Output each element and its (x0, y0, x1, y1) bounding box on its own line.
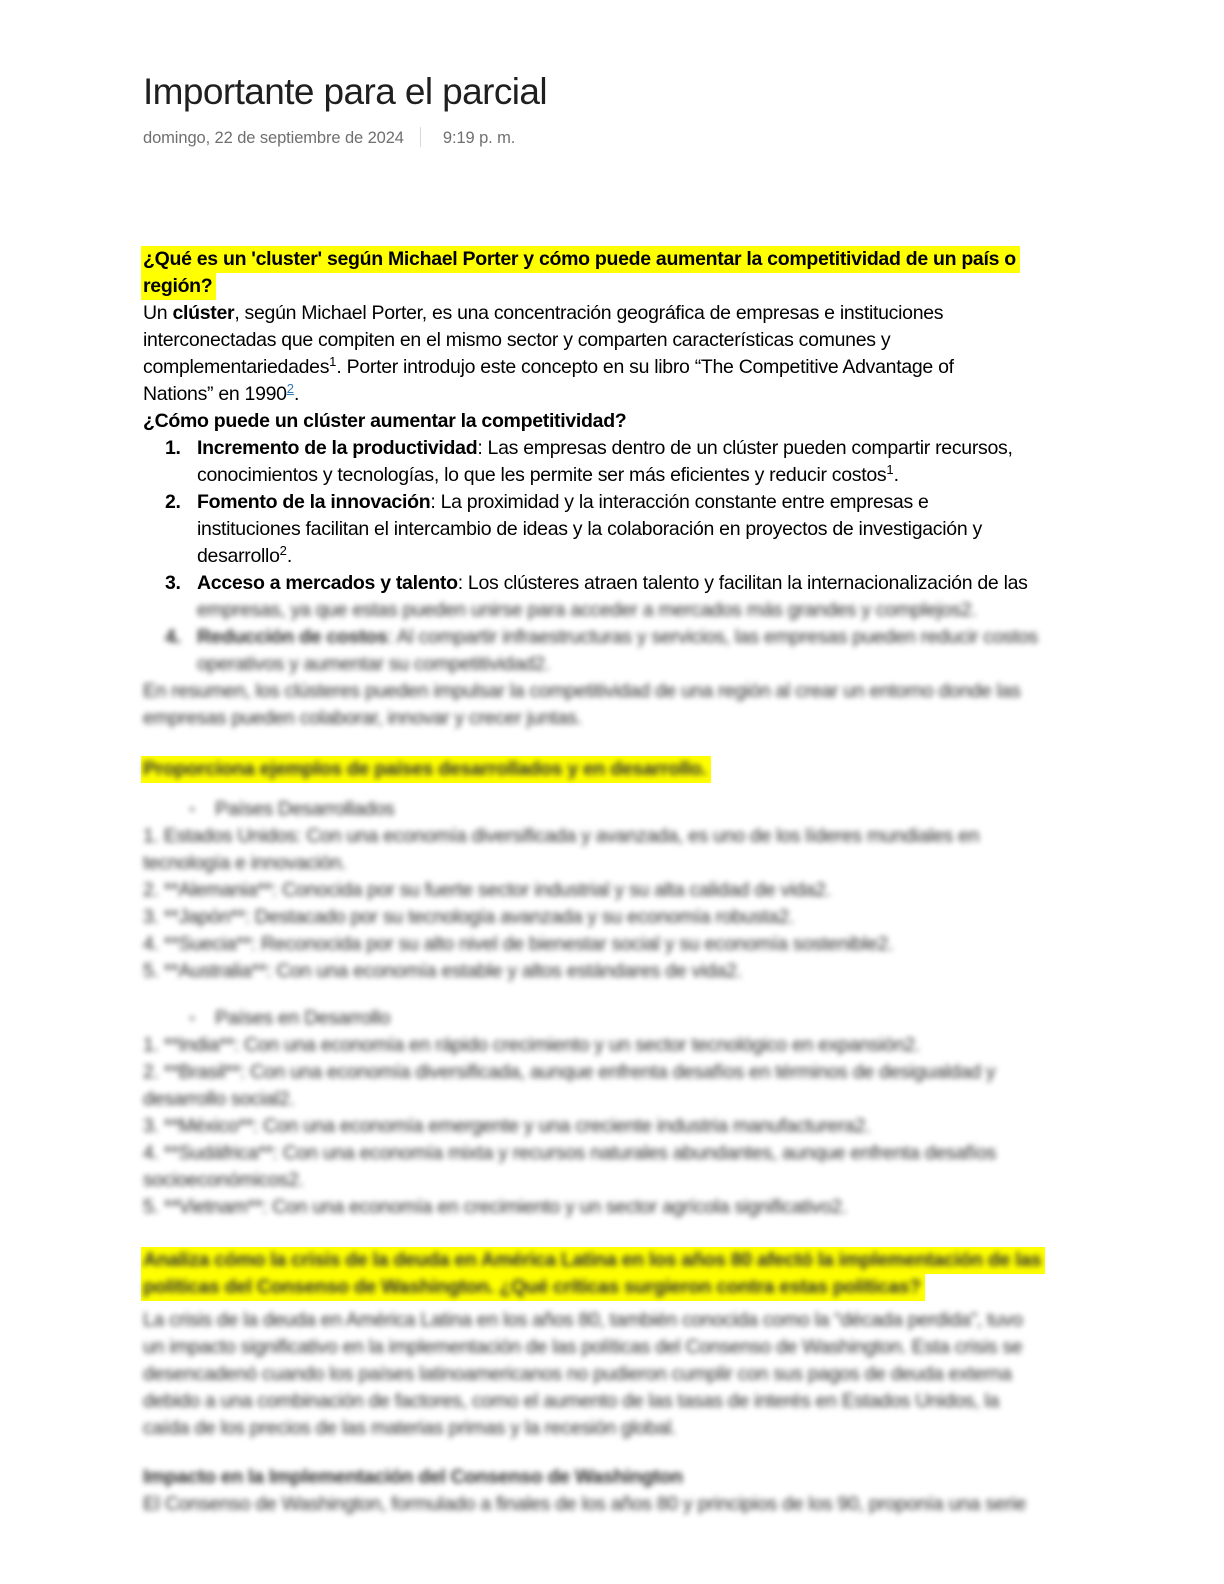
numbered-list-item (143, 489, 1108, 570)
highlight-span (141, 756, 711, 783)
body-line (143, 300, 1108, 327)
body-line (197, 543, 982, 570)
bullet-list-item (190, 796, 1108, 823)
date-time-divider (420, 127, 421, 147)
blurred-bullet-label: Países en Desarrollo (215, 1007, 391, 1029)
bullet-icon: ▪ (190, 802, 194, 816)
highlighted-question-line (143, 1247, 1108, 1274)
list-item-content (197, 624, 1038, 678)
blurred-body-line: operativos y aumentar su competitividad2. (197, 653, 550, 675)
bold-text: Fomento de la innovación (197, 491, 431, 513)
body-line (197, 435, 1013, 462)
body-text: . Porter introdujo este concepto en su libro “The Competitive Advantage of (336, 356, 954, 378)
numbered-list-item (143, 435, 1108, 489)
blurred-body-line: 4. **Suecia**: Reconocida por su alto nivel de bienestar social y su economía sostenible2. (143, 933, 894, 955)
page-date-line (143, 127, 515, 149)
bold-text: Acceso a mercados y talento (197, 572, 458, 594)
body-text: Un (143, 302, 173, 324)
footnote-ref: 1 (329, 354, 337, 369)
blurred-body-line: debido a una combinación de factores, como el aumento de las tasas de interés en Estados Unidos, la (143, 1390, 999, 1412)
bullet-icon: ▪ (190, 1011, 194, 1025)
blurred-body-line: 1. **India**: Con una economía en rápido crecimiento y un sector tecnológico en expansión2. (143, 1034, 921, 1056)
body-line: interconectadas que compiten en el mismo sector y comparten características comunes y (143, 329, 891, 351)
body-text: : Los clústeres atraen talento y facilitan la internacionalización de las (457, 572, 1028, 594)
blurred-body-line: caída de los precios de las materias primas y la recesión global. (143, 1417, 677, 1439)
numbered-list-item (143, 624, 1108, 678)
body-text: : La proximidad y la interacción constante entre empresas e (430, 491, 929, 513)
blurred-body-line: un impacto significativo en la implementación de las políticas del Consenso de Washington. Esta crisis se (143, 1336, 1023, 1358)
bullet-list-item (190, 1005, 1108, 1032)
body-line (143, 381, 1108, 408)
list-item-content (197, 570, 1028, 624)
list-number: 4. (165, 626, 181, 648)
blurred-body-line: 1. Estados Unidos: Con una economía diversificada y avanzada, es uno de los líderes mundiales en (143, 825, 980, 847)
body-line (197, 570, 1028, 597)
blurred-body-line: 5. **Australia**: Con una economía estable y altos estándares de vida2. (143, 960, 742, 982)
highlighted-question-line (143, 273, 1108, 300)
body-text: . (286, 545, 292, 567)
blurred-body-line: desencadenó cuando los países latinoamericanos no pudieron cumplir con sus pagos de deuda externa (143, 1363, 1012, 1385)
body-text: conocimientos y tecnologías, lo que les permite ser más eficientes y reducir costos (197, 464, 887, 486)
body-text: , según Michael Porter, es una concentración geográfica de empresas e instituciones (234, 302, 944, 324)
body-text: . (893, 464, 899, 486)
blurred-body-line: En resumen, los clústeres pueden impulsar la competitividad de una región al crear un entorno donde las (143, 680, 1021, 702)
list-number: 1. (165, 437, 181, 459)
blurred-body-line: 2. **Brasil**: Con una economía diversificada, aunque enfrenta desafíos en términos de desigualdad y (143, 1061, 996, 1083)
body-text: Nations” en 1990 (143, 383, 287, 405)
body-text: . (293, 383, 300, 405)
footnote-link[interactable]: 2 (286, 381, 294, 396)
highlight-span: región? (141, 273, 216, 300)
blurred-body-line: empresas, ya que estas pueden unirse para acceder a mercados más grandes y complejos2. (197, 599, 977, 621)
blurred-body-line: empresas pueden colaborar, innovar y crecer juntas. (143, 707, 582, 729)
blurred-heading-text: Analiza cómo la crisis de la deuda en América Latina en los años 80 afectó la implementación de las (143, 1249, 1042, 1271)
body-text: complementariedades (143, 356, 330, 378)
highlight-span (141, 1274, 925, 1301)
blurred-body-line (197, 624, 1038, 651)
body-line (197, 489, 982, 516)
bold-text: Incremento de la productividad (197, 437, 478, 459)
highlight-span (141, 1247, 1045, 1274)
body-line (197, 462, 1013, 489)
bold-text: clúster (172, 302, 235, 324)
blurred-body-line: 2. **Alemania**: Conocida por su fuerte sector industrial y su alta calidad de vida2. (143, 879, 831, 901)
highlight-span: ¿Qué es un 'cluster' según Michael Porter y cómo puede aumentar la competitividad de un país o (141, 246, 1020, 273)
list-item-content (197, 435, 1013, 489)
blurred-body-line: La crisis de la deuda en América Latina en los años 80, también conocida como la “década perdida”, tuvo (143, 1309, 1023, 1331)
list-number: 2. (165, 491, 181, 513)
highlighted-question-line (143, 1274, 1108, 1301)
numbered-list-item (143, 570, 1108, 624)
blurred-body-line: El Consenso de Washington, formulado a finales de los años 80 y principios de los 90, proponía una serie (143, 1493, 1026, 1515)
highlighted-question-line (143, 246, 1108, 273)
body-text: : Las empresas dentro de un clúster pueden compartir recursos, (477, 437, 1013, 459)
blurred-body-line: 3. **Japón**: Destacado por su tecnología avanzada y su economía robusta2. (143, 906, 794, 928)
blurred-body-line: 4. **Sudáfrica**: Con una economía mixta y recursos naturales abundantes, aunque enfrenta desafíos (143, 1142, 996, 1164)
page-title: Importante para el parcial (143, 71, 547, 112)
list-item-content (197, 489, 982, 570)
blurred-body-line: tecnología e innovación. (143, 852, 347, 874)
list-number: 3. (165, 572, 181, 594)
footnote-ref: 1 (886, 462, 894, 477)
highlighted-question-line (143, 756, 1108, 783)
section-subheading: ¿Cómo puede un clúster aumentar la competitividad? (143, 410, 627, 432)
blurred-heading-text: Proporciona ejemplos de países desarrollados y en desarrollo. (143, 758, 707, 780)
body-line: instituciones facilitan el intercambio de ideas y la colaboración en proyectos de investigación y (197, 518, 982, 540)
body-text: desarrollo (197, 545, 280, 567)
body-text: : Al compartir infraestructuras y servicios, las empresas pueden reducir costos (387, 626, 1038, 648)
blurred-body-line: 5. **Vietnam**: Con una economía en crecimiento y un sector agrícola significativo2. (143, 1196, 847, 1218)
blurred-heading-text: políticas del Consenso de Washington. ¿Qué críticas surgieron contra estas políticas? (143, 1276, 921, 1298)
blurred-body-line: 3. **México**: Con una economía emergente y una creciente industria manufacturera2. (143, 1115, 871, 1137)
page-time: 9:19 p. m. (442, 129, 516, 147)
page-date: domingo, 22 de septiembre de 2024 (143, 129, 404, 147)
page-content (143, 246, 1108, 1518)
blurred-subheading: Impacto en la Implementación del Consenso de Washington (143, 1466, 683, 1488)
footnote-ref: 2 (279, 543, 287, 558)
blurred-body-line: desarrollo social2. (143, 1088, 295, 1110)
blurred-bullet-label: Países Desarrollados (215, 798, 395, 820)
blurred-body-line: socioeconómicos2. (143, 1169, 304, 1191)
body-line (143, 354, 1108, 381)
bold-text: Reducción de costos (197, 626, 388, 648)
